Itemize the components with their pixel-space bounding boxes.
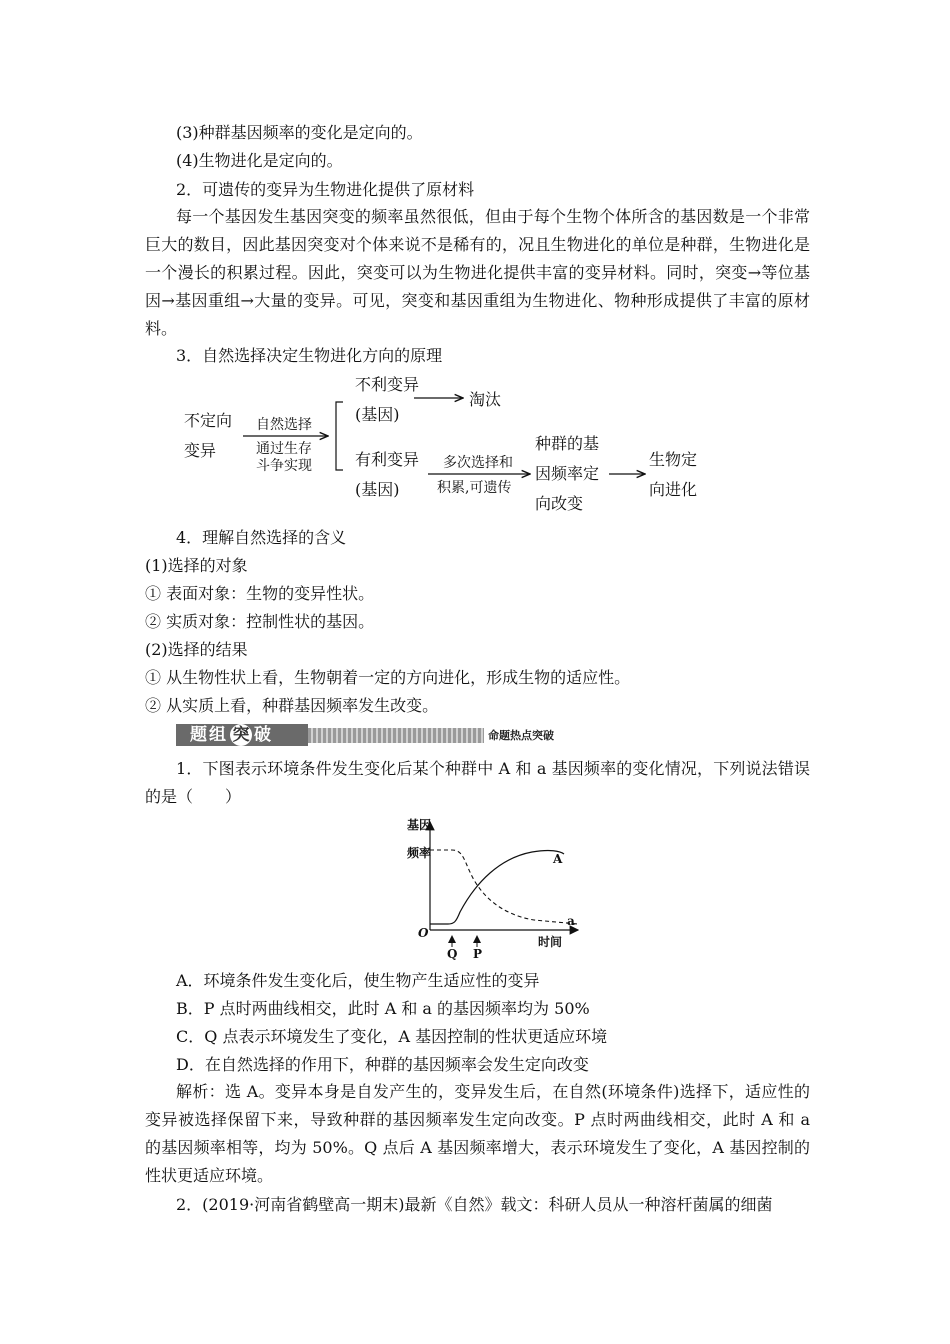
sub-item-2a: ① 从生物性状上看，生物朝着一定的方向进化，形成生物的适应性。 [145, 668, 631, 687]
section-2-paragraph: 每一个基因发生基因突变的频率虽然很低，但由于每个生物个体所含的基因数是一个非常巨大的数目，因此基因突变对个体来说不是稀有的，况且生物进化的单位是种群，生物进化是一个漫长的积累过程。因此，突变可以为生物进化提供丰富的变异材料。同时，突变→等位基因→基因重组→大量的变异。可见，突变和基因重组为生物进化、物种形成提供了丰富的原材料。 [145, 207, 810, 338]
branch-bracket [336, 402, 343, 470]
graph-label-Q: Q [447, 947, 458, 961]
option-B: B．P 点时两曲线相交，此时 A 和 a 的基因频率均为 50% [176, 999, 590, 1018]
diagram-result-line1: 生物定 [649, 450, 698, 469]
diagram-fav-arrow-bottom: 积累,可遗传 [437, 480, 512, 496]
option-D: D．在自然选择的作用下，种群的基因频率会发生定向改变 [176, 1055, 589, 1074]
section-banner [176, 722, 558, 748]
graph-label-P: P [473, 947, 483, 961]
diagram-favorable-line2: (基因) [355, 480, 400, 499]
sub-item-2b: ② 从实质上看，种群基因频率发生改变。 [145, 696, 439, 715]
diagram-favorable-line1: 有利变异 [355, 450, 420, 469]
graph-ylabel-2: 频率 [407, 846, 432, 860]
diagram-freq-line3: 向改变 [535, 494, 584, 513]
sub-item-1a: ① 表面对象：生物的变异性状。 [145, 584, 375, 603]
banner-subtitle: 命题热点突破 [484, 728, 558, 743]
graph-xlabel: 时间 [538, 935, 563, 949]
banner-title-part3: 破 [254, 725, 273, 745]
list-item-4: (4)生物进化是定向的。 [176, 151, 343, 170]
question-1-analysis: 解析：选 A。变异本身是自发产生的，变异发生后，在自然(环境条件)选择下，适应性的变异被选择保留下来，导致种群的基因频率发生定向改变。P 点时两曲线相交，此时 A 和 a 的基因频率相等，均为 50%。Q 点后 A 基因频率增大，表示环境发生了变化，A 基因控制的性状更适应环境。 [145, 1082, 810, 1185]
diagram-eliminate: 淘汰 [469, 390, 502, 409]
banner-title-part1: 题组 [190, 725, 228, 745]
curve-A [430, 851, 564, 924]
section-heading-4: 4．理解自然选择的含义 [176, 528, 347, 547]
sub-heading-1: (1)选择的对象 [145, 556, 248, 575]
diagram-start-line2: 变异 [184, 441, 217, 460]
diagram-start-line1: 不定向 [184, 411, 233, 430]
graph-origin: O [418, 926, 429, 940]
graph-label-a: a [567, 914, 575, 928]
diagram-freq-line2: 因频率定 [535, 464, 600, 483]
diagram-arrow-bottom-label1: 通过生存 [256, 441, 312, 457]
diagram-fav-arrow-top: 多次选择和 [443, 455, 513, 471]
diagram-result-line2: 向进化 [649, 480, 698, 499]
section-heading-3: 3．自然选择决定生物进化方向的原理 [176, 346, 443, 365]
graph-ylabel-1: 基因 [407, 818, 432, 832]
diagram-freq-line1: 种群的基 [535, 434, 600, 453]
question-1-stem: 1．下图表示环境条件发生变化后某个种群中 A 和 a 基因频率的变化情况，下列说法错误的是（ ） [145, 759, 810, 806]
question-2-stem: 2．(2019·河南省鹤壁高一期末)最新《自然》载文：科研人员从一种溶杆菌属的细菌 [176, 1195, 773, 1214]
section-heading-2: 2．可遗传的变异为生物进化提供了原材料 [176, 180, 475, 199]
list-item-3: (3)种群基因频率的变化是定向的。 [176, 123, 423, 142]
banner-title-circle: 突 [230, 724, 252, 746]
sub-item-1b: ② 实质对象：控制性状的基因。 [145, 612, 375, 631]
option-C: C．Q 点表示环境发生了变化，A 基因控制的性状更适应环境 [176, 1027, 608, 1046]
option-A: A．环境条件发生变化后，使生物产生适应性的变异 [176, 971, 540, 990]
graph-label-A: A [553, 852, 563, 866]
diagram-arrow-top-label: 自然选择 [256, 417, 312, 433]
diagram-arrow-bottom-label2: 斗争实现 [256, 458, 312, 474]
diagram-unfavorable-line2: (基因) [355, 405, 400, 424]
banner-title [176, 724, 308, 746]
diagram-unfavorable-line1: 不利变异 [355, 375, 420, 394]
sub-heading-2: (2)选择的结果 [145, 640, 248, 659]
